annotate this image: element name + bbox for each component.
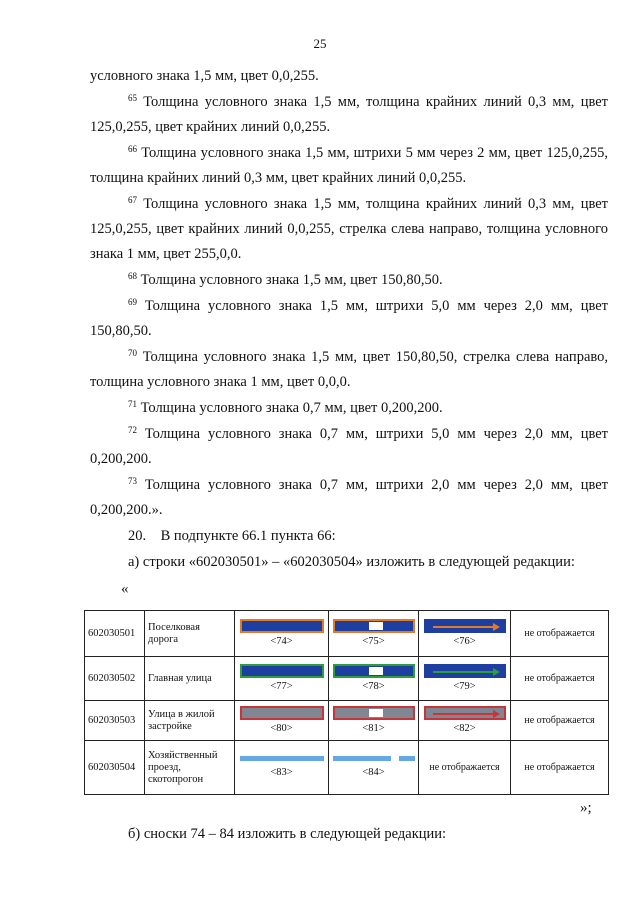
symbol-label: <75> — [362, 636, 385, 647]
not-displayed-cell: не отображается — [511, 611, 609, 657]
sign-table — [84, 610, 609, 795]
paragraph-fn65 — [90, 90, 608, 140]
symbol-cell — [235, 741, 329, 795]
paragraph-fn68-text: Толщина условного знака 1,5 мм, цвет 150,80,50. — [137, 272, 443, 288]
footnote-mark-70: 70 — [128, 348, 137, 358]
code-cell: 602030504 — [85, 741, 145, 795]
paragraph-fn66-text: Толщина условного знака 1,5 мм, штрихи 5 мм через 2 мм, цвет 125,0,255, толщина крайних линий 0,3 мм, цвет крайних линий 0,0,255. — [90, 145, 608, 186]
symbol-label: <83> — [270, 767, 293, 778]
symbol-cell — [235, 701, 329, 741]
symbol-label: <79> — [453, 681, 476, 692]
symbol-cell — [329, 657, 419, 701]
paragraph-fn72-text: Толщина условного знака 0,7 мм, штрихи 5,0 мм через 2,0 мм, цвет 0,200,200. — [90, 426, 608, 467]
footnote-mark-72: 72 — [128, 425, 137, 435]
symbol-label: <82> — [453, 723, 476, 734]
dash-line-symbol — [240, 756, 324, 761]
symbol-cell — [329, 611, 419, 657]
footnote-mark-73: 73 — [128, 476, 137, 486]
table-row — [85, 657, 609, 701]
name-cell: Улица в жилой застройке — [145, 701, 235, 741]
symbol-cell — [329, 701, 419, 741]
paragraph-fn71-text: Толщина условного знака 0,7 мм, цвет 0,200,200. — [137, 400, 443, 416]
paragraph-fn65-text: Толщина условного знака 1,5 мм, толщина крайних линий 0,3 мм, цвет 125,0,255, цвет крайних линий 0,0,255. — [90, 94, 608, 135]
footnote-mark-66: 66 — [128, 144, 137, 154]
paragraph-fn70 — [90, 345, 608, 395]
symbol-cell — [419, 611, 511, 657]
dashed-line-symbol — [333, 706, 415, 720]
symbol-cell — [419, 701, 511, 741]
code-cell: 602030501 — [85, 611, 145, 657]
body-text — [90, 64, 608, 576]
paragraph-item-b: б) сноски 74 – 84 изложить в следующей редакции: — [128, 826, 447, 842]
dashed-line-symbol — [333, 619, 415, 633]
solid-line-symbol — [240, 706, 324, 720]
symbol-label: <77> — [270, 681, 293, 692]
symbol-cell — [235, 611, 329, 657]
name-cell: Хозяйственный проезд, скотопрогон — [145, 741, 235, 795]
paragraph-item-20-text: 20. В подпункте 66.1 пункта 66: — [128, 528, 336, 544]
symbol-label: <80> — [270, 723, 293, 734]
code-cell: 602030503 — [85, 701, 145, 741]
paragraph-fn72 — [90, 422, 608, 472]
symbol-label: <84> — [362, 767, 385, 778]
not-displayed-cell: не отображается — [511, 657, 609, 701]
paragraph-fn67 — [90, 192, 608, 267]
paragraph-fn67-text: Толщина условного знака 1,5 мм, толщина крайних линий 0,3 мм, цвет 125,0,255, цвет крайних линий 0,0,255, стрелка слева направо, толщина условного знака 1 мм, цвет 255,0,0. — [90, 196, 608, 262]
not-displayed-cell: не отображается — [511, 701, 609, 741]
table-row — [85, 741, 609, 795]
dash-line-symbol — [333, 756, 415, 761]
paragraph-item-a-text: а) строки «602030501» – «602030504» изложить в следующей редакции: — [128, 554, 575, 570]
paragraph-fn71 — [90, 396, 608, 421]
arrow-line-symbol — [424, 706, 506, 720]
footnote-mark-69: 69 — [128, 297, 137, 307]
arrow-line-symbol — [424, 619, 506, 633]
paragraph-1-text: условного знака 1,5 мм, цвет 0,0,255. — [90, 68, 319, 84]
paragraph-fn73 — [90, 473, 608, 523]
symbol-label: <74> — [270, 636, 293, 647]
dashed-line-symbol — [333, 664, 415, 678]
footnote-mark-65: 65 — [128, 93, 137, 103]
quote-close: »; — [580, 800, 592, 816]
symbol-cell — [235, 657, 329, 701]
solid-line-symbol — [240, 664, 324, 678]
footnote-mark-67: 67 — [128, 195, 137, 205]
paragraph-fn73-text: Толщина условного знака 0,7 мм, штрихи 2,0 мм через 2,0 мм, цвет 0,200,200.». — [90, 477, 608, 518]
not-displayed-cell: не отображается — [511, 741, 609, 795]
table-row — [85, 701, 609, 741]
symbol-label: <76> — [453, 636, 476, 647]
name-cell: Поселковая дорога — [145, 611, 235, 657]
table-row — [85, 611, 609, 657]
paragraph-fn69 — [90, 294, 608, 344]
solid-line-symbol — [240, 619, 324, 633]
symbol-label: <78> — [362, 681, 385, 692]
paragraph-item-20 — [90, 524, 608, 549]
paragraph-fn68 — [90, 268, 608, 293]
symbol-cell — [419, 657, 511, 701]
footnote-mark-71: 71 — [128, 399, 137, 409]
paragraph-fn70-text: Толщина условного знака 1,5 мм, цвет 150,80,50, стрелка слева направо, толщина условного знака 1 мм, цвет 0,0,0. — [90, 349, 608, 390]
not-displayed-cell: не отображается — [419, 741, 511, 795]
paragraph-fn66 — [90, 141, 608, 191]
paragraph-item-a — [90, 550, 608, 575]
quote-open: « — [121, 581, 129, 597]
footnote-mark-68: 68 — [128, 271, 137, 281]
symbol-cell — [329, 741, 419, 795]
page-number: 25 — [313, 36, 327, 51]
paragraph-1 — [90, 64, 608, 89]
arrow-line-symbol — [424, 664, 506, 678]
paragraph-fn69-text: Толщина условного знака 1,5 мм, штрихи 5,0 мм через 2,0 мм, цвет 150,80,50. — [90, 298, 608, 339]
name-cell: Главная улица — [145, 657, 235, 701]
code-cell: 602030502 — [85, 657, 145, 701]
symbol-label: <81> — [362, 723, 385, 734]
